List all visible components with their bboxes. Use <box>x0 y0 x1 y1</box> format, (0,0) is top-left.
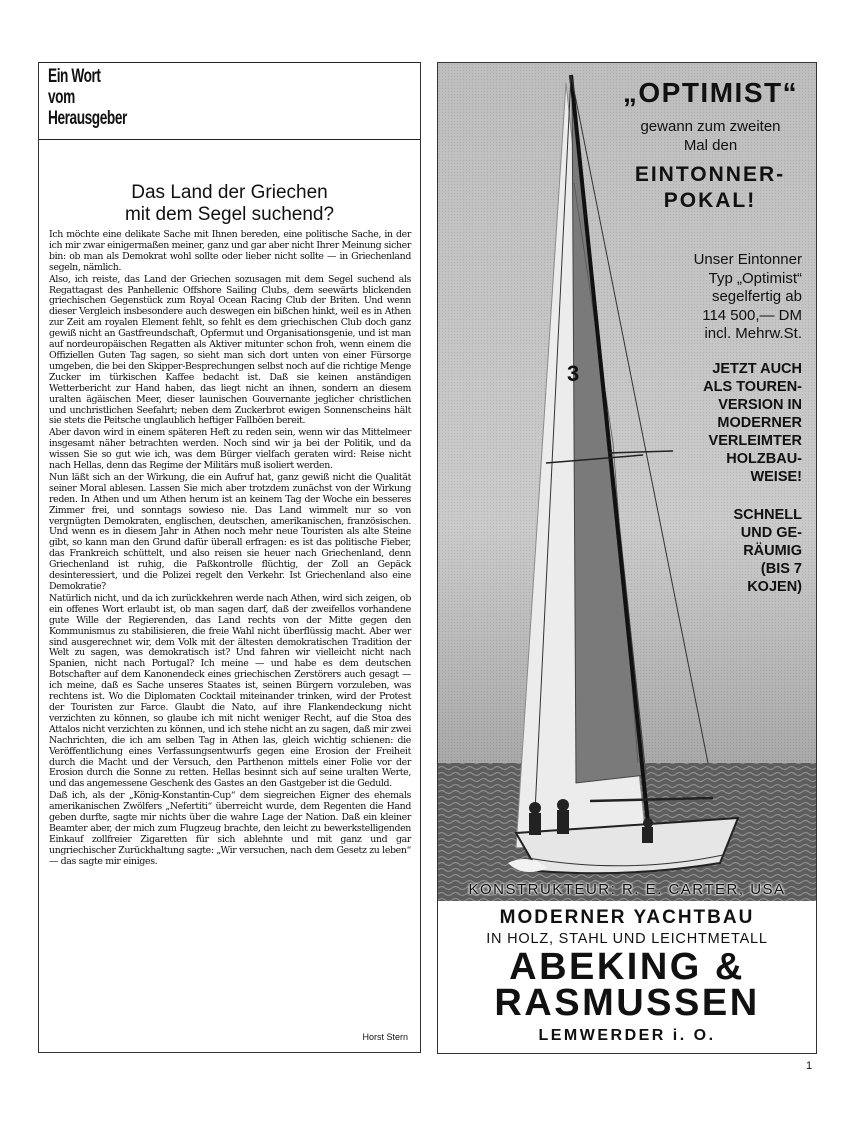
ad-trophy-line: EINTONNER- <box>634 163 786 186</box>
ad-tour-line: HOLZBAU- <box>726 451 802 467</box>
ad-tour-line: MODERNER <box>717 415 802 431</box>
ad-trophy <box>610 162 810 214</box>
ad-intro <box>608 117 813 155</box>
author-signature: Horst Stern <box>362 1032 408 1042</box>
ad-firm-name <box>438 946 816 1024</box>
ad-trophy-line: POKAL! <box>663 189 757 212</box>
editorial-header <box>39 62 420 140</box>
ad-fast-roomy <box>734 506 802 596</box>
article-title <box>39 182 420 226</box>
page-number: 1 <box>806 1060 813 1072</box>
article-title-line: mit dem Segel suchend? <box>124 204 335 225</box>
sailboat-photo <box>438 63 816 901</box>
ad-fast-line: KOJEN) <box>747 579 802 595</box>
article-paragraph: Natürlich nicht, und da ich zurückkehren werde nach Athen, wird sich zeigen, ob ein offenes Wort erlaubt ist, ob man sagen darf, daß der zweifellos vorhandene gute Wille der Regierenden, das Land rechts von der Mitte gegen den Kommunismus zu stabilisieren, die freie Wahl nicht überflüssig macht. Aber wer sind ausgerechnet wir, dem Volk mit der ältesten demokratischen Tradition der Welt zu sagen, was demokratisch ist? Und fahren wir vielleicht nicht nach Spanien, nicht nach Portugal? Ich meine — und habe es dem deutschen Botschafter auf dem Kanonendeck eines griechischen Zerstörers auch gesagt — ich meine, daß es Sache unseres Staates ist, seinen Bürgern vorzuleben, was rechtens ist. Wo die Diplomaten Cocktail miteinander trinken, wird der Protest der Touristen zur Farce. Glaubt die Nato, auf ihre Flankendeckung nicht verzichten zu können, so glaube ich mit nicht weniger Recht, auf die Stoa des Attalos nicht verzichten zu können, und ich stehe nicht an zu sagen, daß mir zwei Nachrichten, die ich am selben Tag in Athen las, gleich wichtig schienen: die Veröffentlichung eines Verfassungsentwurfs gegen eine Erosion der Freiheit durch die Macht und der Versuch, den Parthenon mittels einer Folie vor der Erosion durch die Sonne zu retten. Hellas besinnt sich auf seine uralten Werte, und das angemessene Geschenk des Gastes an den Gastgeber ist die Geduld. <box>49 592 411 790</box>
ad-tour-line: WEISE! <box>750 469 802 485</box>
ad-specs <box>694 251 802 344</box>
header-line: Herausgeber <box>48 108 127 129</box>
header-line: Ein Wort <box>48 66 101 87</box>
ad-fast-line: RÄUMIG <box>743 543 802 559</box>
yacht-advertisement <box>437 62 817 1054</box>
article-paragraph: Ich möchte eine delikate Sache mit Ihnen bereden, eine politische Sache, in der ich mir zwar einigermaßen meiner, ganz und gar aber nicht Ihrer Meinung sicher bin: ob man als Demokrat wohl sollte oder lieber nicht sollte — in Griechenland segeln, nämlich. <box>49 229 411 273</box>
editorial-header-title <box>48 66 178 129</box>
header-line: vom <box>48 87 75 108</box>
ad-firm-name-line: RASMUSSEN <box>494 982 760 1024</box>
ad-intro-line: gewann zum zweiten <box>640 118 781 135</box>
ad-headline: „OPTIMIST“ <box>622 77 799 108</box>
ad-tour-line: JETZT AUCH <box>712 361 802 377</box>
ad-tagline: MODERNER YACHTBAU <box>499 907 755 928</box>
ad-subline: IN HOLZ, STAHL UND LEICHTMETALL <box>486 931 768 947</box>
ad-tour-line: ALS TOUREN- <box>703 379 802 395</box>
ad-firm-city: LEMWERDER i. O. <box>538 1027 716 1044</box>
ad-constructor: KONSTRUKTEUR: R. E. CARTER, USA <box>468 881 786 898</box>
editorial-column <box>38 62 421 1053</box>
ad-specs-line: Unser Eintonner <box>693 251 802 268</box>
sail-number: 3 <box>567 361 580 386</box>
article-paragraph: Also, ich reiste, das Land der Griechen sozusagen mit dem Segel suchend als Regattagast des Panhellenic Offshore Sailing Clubs, dem seewärts blickenden griechischen Gegenstück zum Royal Ocean Racing Club der Briten. Und wenn dieser Vergleich insbesondere auch deswegen ein bißchen hinkt, weil es in Athen zur Zeit am royalen Element fehlt, so fehlt es dem griechischen Club doch ganz gewiß nicht an Gastfreundschaft, Opfermut und Organisationsgenie, und ist man auf nordeuropäischen Regatten als Aktiver mitunter schon froh, wenn einem die Offiziellen Guten Tag sagen, so sieht man sich dort unten von einer Fürsorge umgeben, die bei den Skipper-Besprechungen selbst noch auf die richtige Menge Zucker im türkischen Kaffee bedacht ist. Daß sie keinen anständigen Wetterbericht zur Hand haben, das liegt nicht an ihnen, sondern an diesem uralten ägäischen Meer, dieser launischen Gouvernante jeglicher christlichen und unchristlichen Seefahrt; neben dem Zuckerbrot ewigen Sonnenscheins hält sie stets die Peitsche unglaublich heftiger Fallböen bereit. <box>49 273 411 427</box>
ad-specs-line: incl. Mehrw.St. <box>704 325 802 342</box>
ad-fast-line: UND GE- <box>740 525 802 541</box>
article-body <box>49 230 411 869</box>
ad-specs-line: segelfertig ab <box>711 288 802 305</box>
ad-tour-line: VERSION IN <box>718 397 802 413</box>
article-title-line: Das Land der Griechen <box>131 182 328 203</box>
article-paragraph: Nun läßt sich an der Wirkung, die ein Aufruf hat, ganz gewiß nicht die Qualität seiner Moral ablesen. Lassen Sie mich aber trotzdem zunächst von der Wirkung reden. In Athen und um Athen herum ist an keinem Tag der Woche ein besseres Zimmer frei, und sonntags sowieso nie. Das Land wimmelt nur so von vergnügten Demokraten, englischen, deutschen, amerikanischen, französischen. Und wenn es in diesem Jahr in Athen noch mehr neue Touristen als alte Steine gibt, so kann man den Grund dafür überall erfragen: es ist das politische Fieber, das Frankreich schüttelt, und also reisen sie heuer nach Griechenland, denn Griechenland ist ruhig, die Paßkontrolle flüchtig, der Zoll an Gepäck desinteressiert, und die Polizei regelt den Verkehr. Ist Griechenland also eine Demokratie? <box>49 471 411 592</box>
article-paragraph: Daß ich, als der „König-Konstantin-Cup“ dem siegreichen Eigner des ehemals amerikanischen Zwölfers „Nefertiti“ überreicht wurde, dem Regenten die Hand geben durfte, sagte mir nichts über die wahre Lage der Nation. Daß ein kleiner Beamter aber, der mich zum Flugzeug brachte, den leicht zu bewerkstelligenden Einkauf zollfreier Zigaretten für sich ablehnte und mit ganz und gar ungriechischer Zurückhaltung sagte: „Wir versuchen, nach dem Gesetz zu leben“ — das sagte mir einiges. <box>49 790 411 867</box>
article-paragraph: Aber davon wird in einem späteren Heft zu reden sein, wenn wir das Mittelmeer insgesamt näher betrachten werden. Noch sind wir ja bei der Politik, und da wissen Sie so gut wie ich, was dem Bürger vielfach geraten wird: Reise nicht nach Hellas, denn das Regime der Militärs muß isoliert werden. <box>49 427 411 472</box>
ad-specs-line: 114 500,— DM <box>702 306 802 324</box>
ad-firm-block <box>438 901 816 1045</box>
ad-tour-version <box>703 360 802 486</box>
ad-intro-line: Mal den <box>683 137 738 154</box>
ad-tour-line: VERLEIMTER <box>708 433 802 449</box>
ad-firm-name-line: ABEKING & <box>509 946 745 988</box>
ad-fast-line: SCHNELL <box>733 507 802 523</box>
ad-fast-line: (BIS 7 <box>760 561 802 577</box>
ad-specs-line: Typ „Optimist“ <box>708 269 802 287</box>
